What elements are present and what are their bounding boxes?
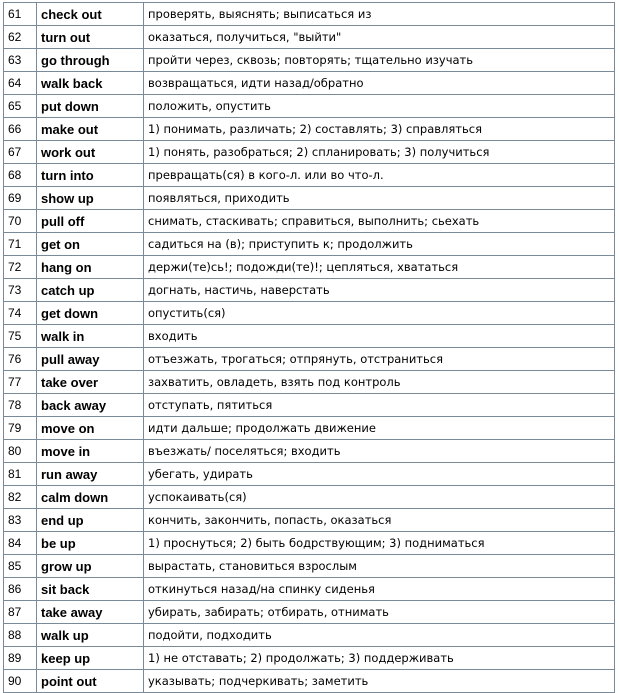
translation: убирать, забирать; отбирать, отнимать bbox=[144, 601, 615, 624]
table-row bbox=[4, 670, 615, 693]
table-row bbox=[4, 187, 615, 210]
row-number: 64 bbox=[4, 72, 37, 95]
row-number: 82 bbox=[4, 486, 37, 509]
phrasal-verb: take over bbox=[37, 371, 144, 394]
table-row bbox=[4, 394, 615, 417]
phrasal-verb: get down bbox=[37, 302, 144, 325]
table-row bbox=[4, 348, 615, 371]
phrasal-verb: walk in bbox=[37, 325, 144, 348]
row-number: 84 bbox=[4, 532, 37, 555]
row-number: 75 bbox=[4, 325, 37, 348]
phrasal-verb: check out bbox=[37, 3, 144, 26]
row-number: 78 bbox=[4, 394, 37, 417]
table-row bbox=[4, 95, 615, 118]
translation: вырастать, становиться взрослым bbox=[144, 555, 615, 578]
row-number: 61 bbox=[4, 3, 37, 26]
translation: положить, опустить bbox=[144, 95, 615, 118]
row-number: 67 bbox=[4, 141, 37, 164]
phrasal-verb: get on bbox=[37, 233, 144, 256]
translation: проверять, выяснять; выписаться из bbox=[144, 3, 615, 26]
translation: садиться на (в); приступить к; продолжить bbox=[144, 233, 615, 256]
table-row bbox=[4, 118, 615, 141]
phrasal-verb: back away bbox=[37, 394, 144, 417]
row-number: 65 bbox=[4, 95, 37, 118]
phrasal-verb: walk up bbox=[37, 624, 144, 647]
row-number: 81 bbox=[4, 463, 37, 486]
phrasal-verb: make out bbox=[37, 118, 144, 141]
table-row bbox=[4, 49, 615, 72]
phrasal-verb: show up bbox=[37, 187, 144, 210]
phrasal-verb: turn into bbox=[37, 164, 144, 187]
translation: кончить, закончить, попасть, оказаться bbox=[144, 509, 615, 532]
phrasal-verb: go through bbox=[37, 49, 144, 72]
phrasal-verb: take away bbox=[37, 601, 144, 624]
table-row bbox=[4, 440, 615, 463]
table-row bbox=[4, 578, 615, 601]
row-number: 63 bbox=[4, 49, 37, 72]
translation: снимать, стаскивать; справиться, выполнить; сьехать bbox=[144, 210, 615, 233]
translation: появляться, приходить bbox=[144, 187, 615, 210]
phrasal-verb: sit back bbox=[37, 578, 144, 601]
phrasal-verb: grow up bbox=[37, 555, 144, 578]
translation: 1) не отставать; 2) продолжать; 3) поддерживать bbox=[144, 647, 615, 670]
phrasal-verb: pull off bbox=[37, 210, 144, 233]
phrasal-verb: be up bbox=[37, 532, 144, 555]
table-row bbox=[4, 509, 615, 532]
phrasal-verb: hang on bbox=[37, 256, 144, 279]
table-row bbox=[4, 3, 615, 26]
translation: захватить, овладеть, взять под контроль bbox=[144, 371, 615, 394]
table-row bbox=[4, 325, 615, 348]
phrasal-verb: put down bbox=[37, 95, 144, 118]
row-number: 70 bbox=[4, 210, 37, 233]
table-row bbox=[4, 164, 615, 187]
translation: отъезжать, трогаться; отпрянуть, отстраниться bbox=[144, 348, 615, 371]
table-row bbox=[4, 417, 615, 440]
translation: возвращаться, идти назад/обратно bbox=[144, 72, 615, 95]
table-row bbox=[4, 601, 615, 624]
translation: превращать(ся) в кого-л. или во что-л. bbox=[144, 164, 615, 187]
row-number: 85 bbox=[4, 555, 37, 578]
phrasal-verb: end up bbox=[37, 509, 144, 532]
table-row bbox=[4, 463, 615, 486]
translation: успокаивать(ся) bbox=[144, 486, 615, 509]
translation: отступать, пятиться bbox=[144, 394, 615, 417]
translation: идти дальше; продолжать движение bbox=[144, 417, 615, 440]
table-row bbox=[4, 302, 615, 325]
row-number: 89 bbox=[4, 647, 37, 670]
phrasal-verb: calm down bbox=[37, 486, 144, 509]
table-row bbox=[4, 256, 615, 279]
table-row bbox=[4, 624, 615, 647]
table-row bbox=[4, 210, 615, 233]
translation: держи(те)сь!; подожди(те)!; цепляться, хвататься bbox=[144, 256, 615, 279]
translation: подойти, подходить bbox=[144, 624, 615, 647]
row-number: 87 bbox=[4, 601, 37, 624]
table-row bbox=[4, 279, 615, 302]
translation: догнать, настичь, наверстать bbox=[144, 279, 615, 302]
translation: опустить(ся) bbox=[144, 302, 615, 325]
table-body bbox=[4, 3, 615, 693]
translation: указывать; подчеркивать; заметить bbox=[144, 670, 615, 693]
translation: оказаться, получиться, "выйти" bbox=[144, 26, 615, 49]
translation: откинуться назад/на спинку сиденья bbox=[144, 578, 615, 601]
row-number: 68 bbox=[4, 164, 37, 187]
row-number: 69 bbox=[4, 187, 37, 210]
translation: 1) проснуться; 2) быть бодрствующим; 3) подниматься bbox=[144, 532, 615, 555]
translation: пройти через, сквозь; повторять; тщательно изучать bbox=[144, 49, 615, 72]
row-number: 88 bbox=[4, 624, 37, 647]
table-row bbox=[4, 72, 615, 95]
translation: 1) понимать, различать; 2) составлять; 3) справляться bbox=[144, 118, 615, 141]
phrasal-verb: keep up bbox=[37, 647, 144, 670]
phrasal-verb: pull away bbox=[37, 348, 144, 371]
row-number: 77 bbox=[4, 371, 37, 394]
table-row bbox=[4, 26, 615, 49]
table-row bbox=[4, 486, 615, 509]
row-number: 80 bbox=[4, 440, 37, 463]
row-number: 86 bbox=[4, 578, 37, 601]
phrasal-verb: work out bbox=[37, 141, 144, 164]
row-number: 76 bbox=[4, 348, 37, 371]
phrasal-verbs-table bbox=[3, 2, 615, 693]
row-number: 83 bbox=[4, 509, 37, 532]
translation: убегать, удирать bbox=[144, 463, 615, 486]
phrasal-verb: move in bbox=[37, 440, 144, 463]
row-number: 71 bbox=[4, 233, 37, 256]
table-row bbox=[4, 647, 615, 670]
phrasal-verb: run away bbox=[37, 463, 144, 486]
row-number: 62 bbox=[4, 26, 37, 49]
row-number: 79 bbox=[4, 417, 37, 440]
row-number: 90 bbox=[4, 670, 37, 693]
row-number: 72 bbox=[4, 256, 37, 279]
phrasal-verb: point out bbox=[37, 670, 144, 693]
row-number: 66 bbox=[4, 118, 37, 141]
table-row bbox=[4, 532, 615, 555]
phrasal-verb: move on bbox=[37, 417, 144, 440]
table-row bbox=[4, 233, 615, 256]
translation: входить bbox=[144, 325, 615, 348]
row-number: 73 bbox=[4, 279, 37, 302]
table-row bbox=[4, 555, 615, 578]
table-row bbox=[4, 371, 615, 394]
row-number: 74 bbox=[4, 302, 37, 325]
phrasal-verb: catch up bbox=[37, 279, 144, 302]
translation: въезжать/ поселяться; входить bbox=[144, 440, 615, 463]
translation: 1) понять, разобраться; 2) спланировать; 3) получиться bbox=[144, 141, 615, 164]
table-row bbox=[4, 141, 615, 164]
phrasal-verb: walk back bbox=[37, 72, 144, 95]
phrasal-verb: turn out bbox=[37, 26, 144, 49]
